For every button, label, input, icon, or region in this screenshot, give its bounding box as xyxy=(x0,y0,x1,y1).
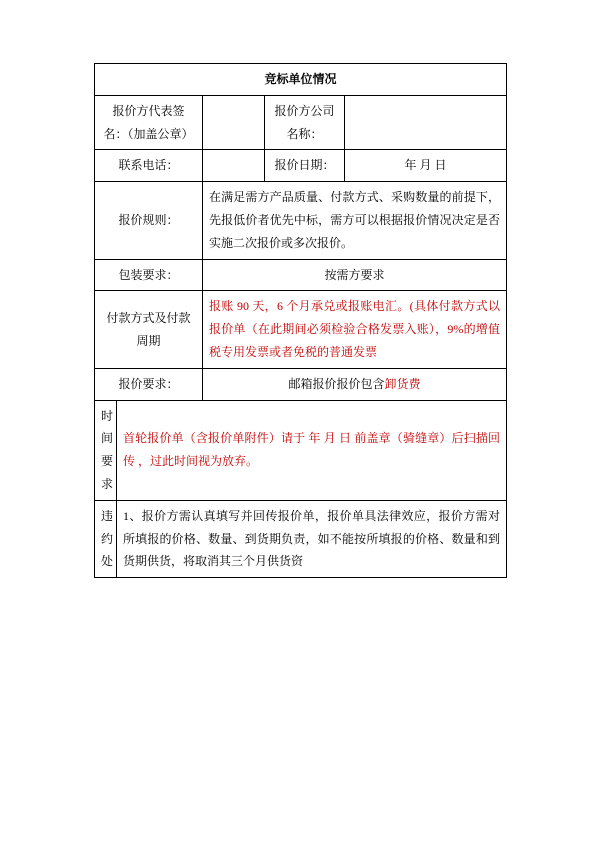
quote-rule-text: 在满足需方产品质量、付款方式、采购数量的前提下，先报低价者优先中标，需方可以根据报价情况决定是否实施二次报价或多次报价。 xyxy=(203,182,507,259)
package-requirement-label: 包装要求： xyxy=(95,259,203,291)
quote-rule-label: 报价规则： xyxy=(95,182,203,259)
table-row xyxy=(95,182,507,259)
table-row xyxy=(95,400,507,500)
representative-signature-label: 报价方代表签名：（加盖公章） xyxy=(95,95,203,150)
package-requirement-text: 按需方要求 xyxy=(203,259,507,291)
contact-phone-label: 联系电话： xyxy=(95,150,203,182)
table-row xyxy=(95,150,507,182)
breach-clause-label-text: 违 约 处 xyxy=(101,508,114,569)
quote-requirement-text-highlight: 卸货费 xyxy=(384,376,421,391)
table-row xyxy=(95,95,507,150)
quote-date-label: 报价日期： xyxy=(265,150,345,182)
time-requirement-label xyxy=(95,400,117,500)
payment-method-text: 报账 90 天，6 个月承兑或报账电汇。(具体付款方式以报价单（在此期间必须检验合格发票入账），9%的增值税专用发票或者免税的普通发票 xyxy=(203,291,507,368)
quote-requirement-text xyxy=(203,368,507,400)
breach-clause-text: 1、报价方需认真填写并回传报价单，报价单具法律效应，报价方需对所填报的价格、数量、到货期负责，如不能按所填报的价格、数量和到货期供货，将取消其三个月供货资 xyxy=(117,500,507,577)
time-requirement-text: 首轮报价单（含报价单附件）请于 年 月 日 前盖章（骑缝章）后扫描回传 ，过此时间视为放弃。 xyxy=(117,400,507,500)
table-row xyxy=(95,64,507,96)
document-title: 竞标单位情况 xyxy=(95,64,507,96)
table-row xyxy=(95,368,507,400)
quote-requirement-label: 报价要求： xyxy=(95,368,203,400)
representative-signature-value[interactable] xyxy=(203,95,265,150)
table-row xyxy=(95,291,507,368)
company-name-value[interactable] xyxy=(345,95,507,150)
table-row xyxy=(95,259,507,291)
breach-clause-label xyxy=(95,500,117,577)
bidding-info-table xyxy=(94,63,507,578)
quote-date-value[interactable]: 年 月 日 xyxy=(345,150,507,182)
payment-method-label: 付款方式及付款周期 xyxy=(95,291,203,368)
time-requirement-label-text: 时 间 要 求 xyxy=(101,408,114,491)
contact-phone-value[interactable] xyxy=(203,150,265,182)
company-name-label: 报价方公司名称： xyxy=(265,95,345,150)
table-row xyxy=(95,500,507,577)
quote-requirement-text-main: 邮箱报价报价包含 xyxy=(288,376,385,391)
